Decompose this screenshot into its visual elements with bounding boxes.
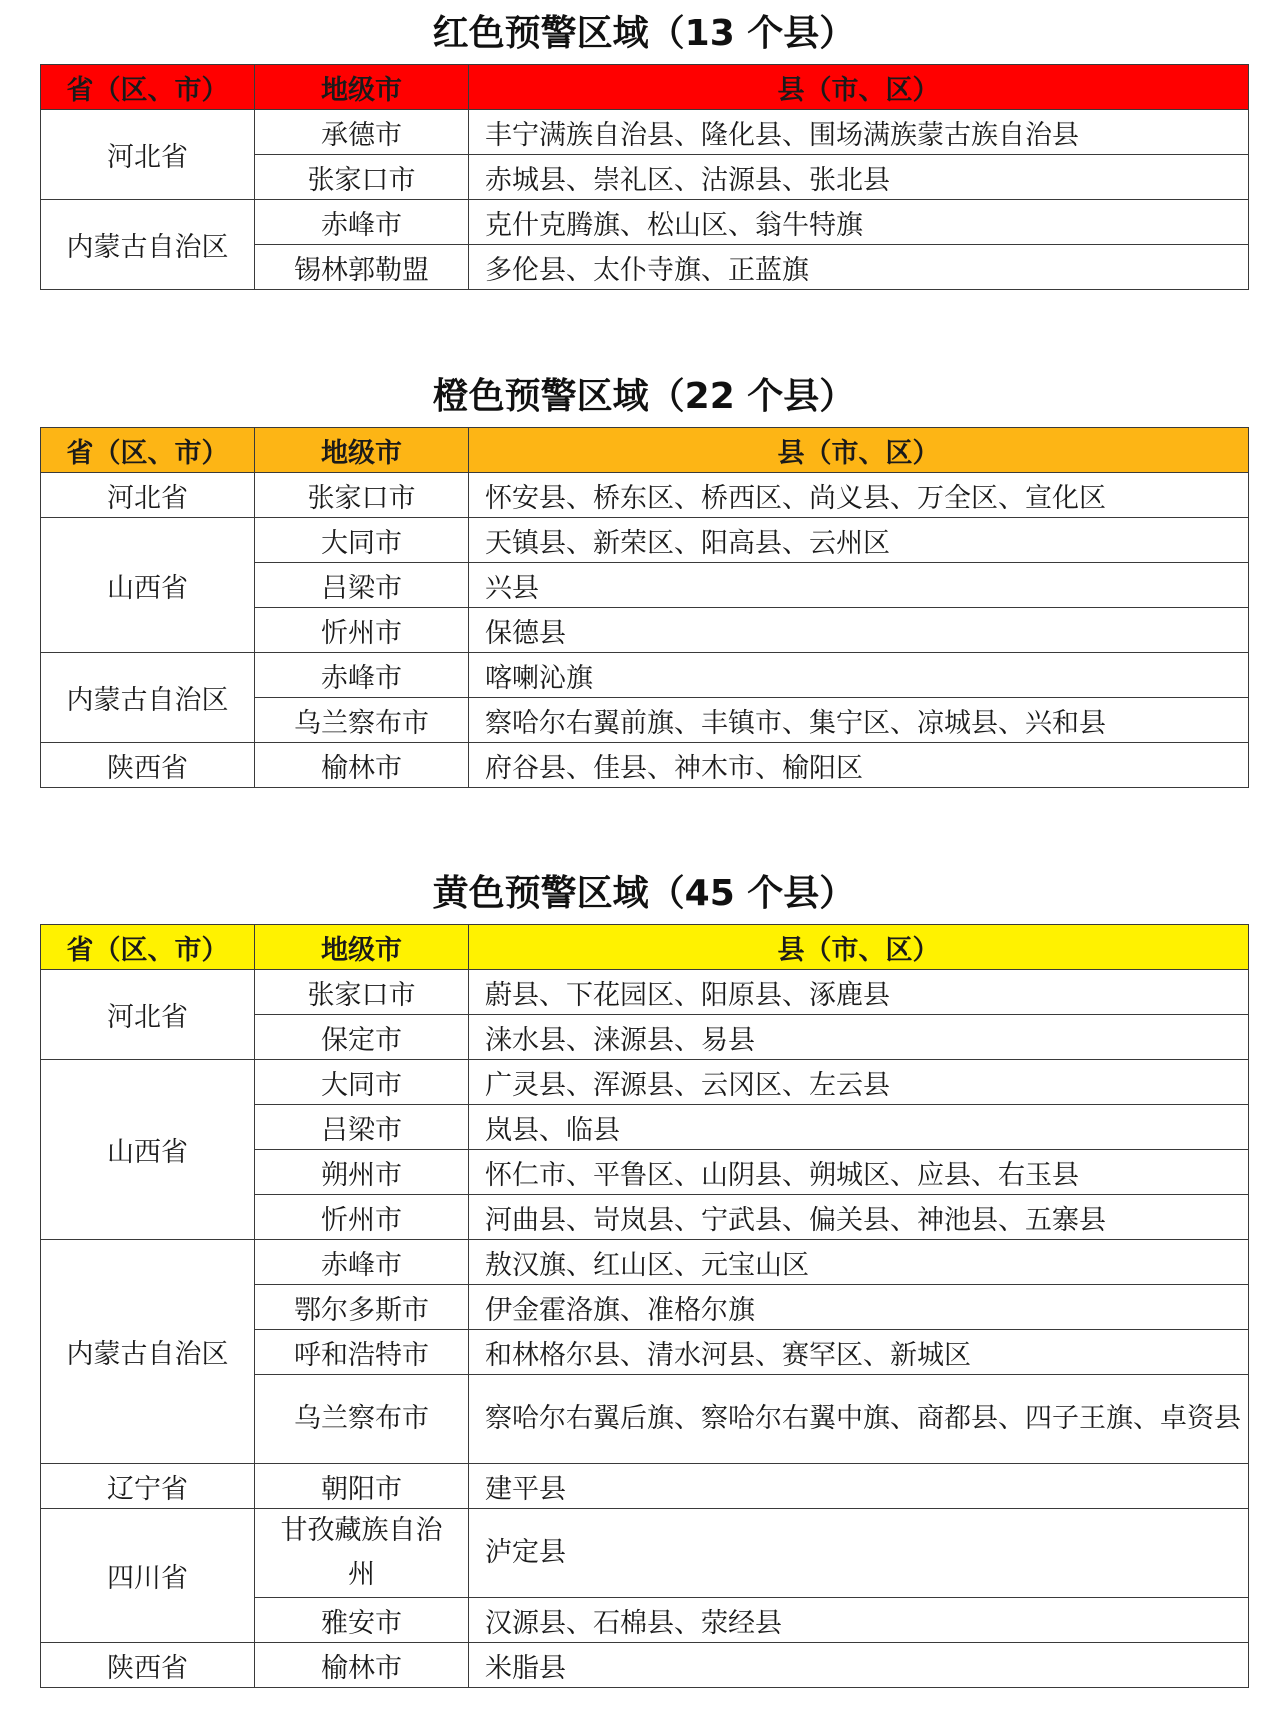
table-row xyxy=(41,1060,1249,1105)
province-cell: 陕西省 xyxy=(41,743,255,788)
city-cell: 朔州市 xyxy=(255,1150,469,1195)
table-row xyxy=(41,743,1249,788)
header-county: 县（市、区） xyxy=(469,925,1249,970)
city-cell: 承德市 xyxy=(255,110,469,155)
province-cell: 陕西省 xyxy=(41,1643,255,1688)
counties-cell: 岚县、临县 xyxy=(469,1105,1249,1150)
counties-cell: 泸定县 xyxy=(469,1509,1249,1598)
counties-cell: 天镇县、新荣区、阳高县、云州区 xyxy=(469,518,1249,563)
city-cell: 乌兰察布市 xyxy=(255,698,469,743)
table-row xyxy=(41,1509,1249,1598)
city-cell: 雅安市 xyxy=(255,1598,469,1643)
counties-cell: 伊金霍洛旗、准格尔旗 xyxy=(469,1285,1249,1330)
table-header-row xyxy=(41,65,1249,110)
province-cell: 河北省 xyxy=(41,970,255,1060)
header-province: 省（区、市） xyxy=(41,925,255,970)
yellow-warning-section xyxy=(40,864,1248,1688)
header-county: 县（市、区） xyxy=(469,428,1249,473)
header-province: 省（区、市） xyxy=(41,65,255,110)
counties-cell: 多伦县、太仆寺旗、正蓝旗 xyxy=(469,245,1249,290)
city-cell: 忻州市 xyxy=(255,1195,469,1240)
city-cell: 甘孜藏族自治州 xyxy=(255,1509,469,1598)
city-cell: 朝阳市 xyxy=(255,1464,469,1509)
table-row xyxy=(41,200,1249,245)
province-cell: 内蒙古自治区 xyxy=(41,1240,255,1464)
counties-cell: 河曲县、岢岚县、宁武县、偏关县、神池县、五寨县 xyxy=(469,1195,1249,1240)
city-cell: 赤峰市 xyxy=(255,200,469,245)
red-section-title: 红色预警区域（13 个县） xyxy=(432,13,856,54)
city-cell: 吕梁市 xyxy=(255,1105,469,1150)
province-cell: 内蒙古自治区 xyxy=(41,653,255,743)
city-cell: 张家口市 xyxy=(255,473,469,518)
table-header-row xyxy=(41,925,1249,970)
city-cell: 吕梁市 xyxy=(255,563,469,608)
city-cell: 大同市 xyxy=(255,518,469,563)
province-cell: 河北省 xyxy=(41,473,255,518)
table-row xyxy=(41,1643,1249,1688)
counties-cell: 怀安县、桥东区、桥西区、尚义县、万全区、宣化区 xyxy=(469,473,1249,518)
counties-cell: 广灵县、浑源县、云冈区、左云县 xyxy=(469,1060,1249,1105)
counties-cell: 怀仁市、平鲁区、山阴县、朔城区、应县、右玉县 xyxy=(469,1150,1249,1195)
header-county: 县（市、区） xyxy=(469,65,1249,110)
counties-cell: 建平县 xyxy=(469,1464,1249,1509)
counties-cell: 和林格尔县、清水河县、赛罕区、新城区 xyxy=(469,1330,1249,1375)
province-cell: 河北省 xyxy=(41,110,255,200)
header-city: 地级市 xyxy=(255,925,469,970)
province-cell: 山西省 xyxy=(41,518,255,653)
city-cell: 乌兰察布市 xyxy=(255,1375,469,1464)
counties-cell: 兴县 xyxy=(469,563,1249,608)
table-row xyxy=(41,473,1249,518)
province-cell: 辽宁省 xyxy=(41,1464,255,1509)
table-row xyxy=(41,1240,1249,1285)
yellow-warning-table xyxy=(40,924,1249,1688)
city-cell: 锡林郭勒盟 xyxy=(255,245,469,290)
city-cell: 榆林市 xyxy=(255,743,469,788)
province-cell: 山西省 xyxy=(41,1060,255,1240)
city-cell: 忻州市 xyxy=(255,608,469,653)
counties-cell: 喀喇沁旗 xyxy=(469,653,1249,698)
city-cell: 张家口市 xyxy=(255,155,469,200)
orange-section-title: 橙色预警区域（22 个县） xyxy=(432,376,856,417)
yellow-section-title: 黄色预警区域（45 个县） xyxy=(432,873,856,914)
orange-warning-table xyxy=(40,427,1249,788)
orange-warning-section xyxy=(40,367,1248,788)
table-row xyxy=(41,518,1249,563)
header-city: 地级市 xyxy=(255,428,469,473)
counties-cell: 察哈尔右翼后旗、察哈尔右翼中旗、商都县、四子王旗、卓资县 xyxy=(469,1375,1249,1464)
header-city: 地级市 xyxy=(255,65,469,110)
counties-cell: 府谷县、佳县、神木市、榆阳区 xyxy=(469,743,1249,788)
counties-cell: 丰宁满族自治县、隆化县、围场满族蒙古族自治县 xyxy=(469,110,1249,155)
counties-cell: 赤城县、崇礼区、沽源县、张北县 xyxy=(469,155,1249,200)
city-cell: 保定市 xyxy=(255,1015,469,1060)
header-province: 省（区、市） xyxy=(41,428,255,473)
red-warning-section xyxy=(40,4,1248,290)
city-cell: 赤峰市 xyxy=(255,1240,469,1285)
province-cell: 四川省 xyxy=(41,1509,255,1643)
counties-cell: 克什克腾旗、松山区、翁牛特旗 xyxy=(469,200,1249,245)
city-cell: 赤峰市 xyxy=(255,653,469,698)
table-row xyxy=(41,970,1249,1015)
city-cell: 鄂尔多斯市 xyxy=(255,1285,469,1330)
counties-cell: 敖汉旗、红山区、元宝山区 xyxy=(469,1240,1249,1285)
city-cell: 榆林市 xyxy=(255,1643,469,1688)
counties-cell: 察哈尔右翼前旗、丰镇市、集宁区、凉城县、兴和县 xyxy=(469,698,1249,743)
city-cell: 呼和浩特市 xyxy=(255,1330,469,1375)
table-header-row xyxy=(41,428,1249,473)
counties-cell: 蔚县、下花园区、阳原县、涿鹿县 xyxy=(469,970,1249,1015)
city-cell: 张家口市 xyxy=(255,970,469,1015)
province-cell: 内蒙古自治区 xyxy=(41,200,255,290)
table-row xyxy=(41,653,1249,698)
red-warning-table xyxy=(40,64,1249,290)
counties-cell: 涞水县、涞源县、易县 xyxy=(469,1015,1249,1060)
table-row xyxy=(41,1464,1249,1509)
city-cell: 大同市 xyxy=(255,1060,469,1105)
counties-cell: 汉源县、石棉县、荥经县 xyxy=(469,1598,1249,1643)
table-row xyxy=(41,110,1249,155)
counties-cell: 保德县 xyxy=(469,608,1249,653)
counties-cell: 米脂县 xyxy=(469,1643,1249,1688)
